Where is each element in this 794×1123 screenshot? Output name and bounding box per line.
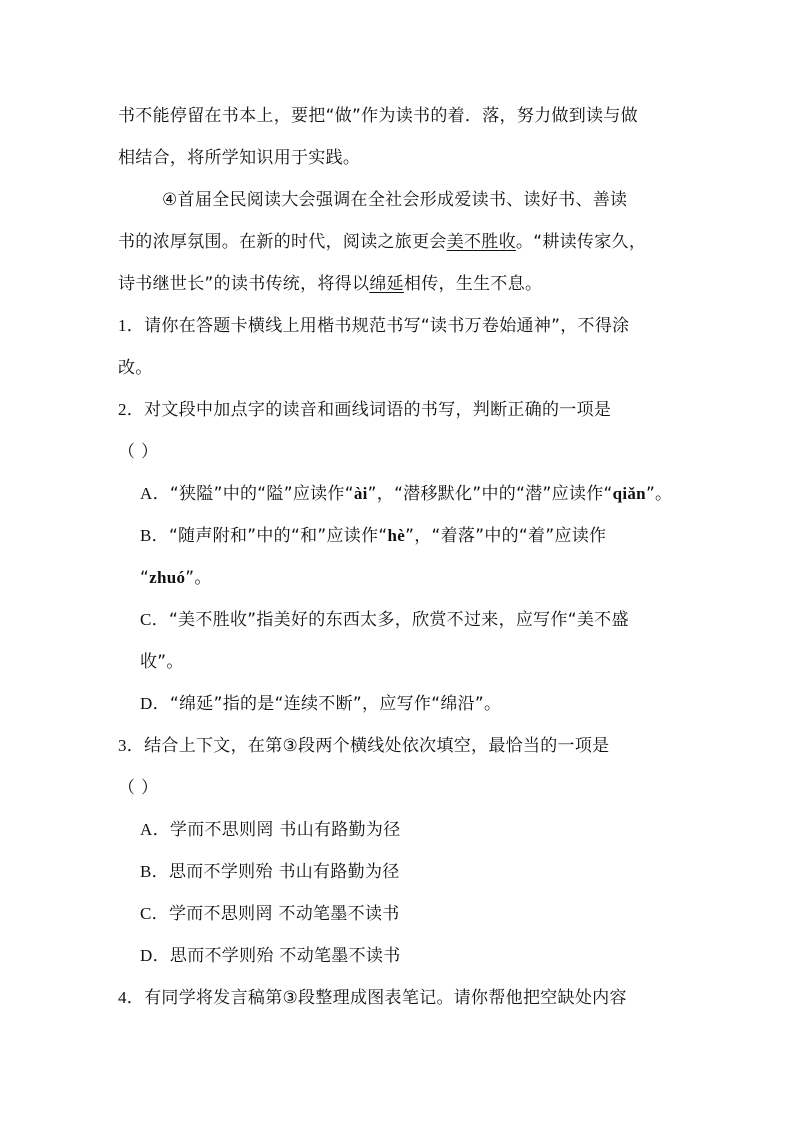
paragraph-4-line-3-text-a: 诗书继世长”的读书传统，将得以 [118, 274, 370, 294]
paragraph-4-line-2-text-b: 。“耕读传家久， [515, 232, 647, 252]
pinyin: hè [387, 526, 406, 545]
option-text: “狭隘”中的“隘”应读作“ [169, 484, 354, 504]
option-label: D． [140, 946, 170, 965]
option-text: “美不胜收”指美好的东西太多，欣赏不过来，应写作“美不盛 [168, 610, 629, 630]
paragraph-4-line-3-text-b: 相传，生生不息。 [403, 274, 543, 294]
paragraph-4-line-3 [118, 272, 542, 296]
question-2-option-d [140, 692, 501, 716]
option-text: “绵延”指的是“连续不断”，应写作“绵沿”。 [169, 694, 502, 714]
question-1-number: 1． [118, 316, 145, 335]
pinyin: zhuó [149, 568, 186, 587]
question-3-option-d [140, 944, 401, 968]
paragraph-4-line-1: ④首届全民阅读大会强调在全社会形成爱读书、读好书、善读 [162, 190, 628, 210]
option-label: A． [140, 820, 170, 839]
question-4-text: 有同学将发言稿第③段整理成图表笔记。请你帮他把空缺处内容 [144, 988, 627, 1008]
option-label: B． [140, 526, 169, 545]
question-2-option-b-line-2 [140, 566, 212, 590]
option-label: C． [140, 610, 169, 629]
option-label: C． [140, 904, 169, 923]
pinyin: ài [353, 484, 368, 503]
question-3-text: 结合上下文，在第③段两个横线处依次填空，最恰当的一项是 [144, 736, 610, 756]
option-text: 思而不学则殆 书山有路勤为径 [168, 862, 400, 882]
question-3-option-c [140, 902, 400, 926]
question-1-line-1 [118, 314, 629, 338]
question-3-option-b [140, 860, 400, 884]
question-4-number: 4． [118, 988, 145, 1007]
question-2-text: 对文段中加点字的读音和画线词语的书写，判断正确的一项是 [144, 400, 612, 420]
question-1-line-2: 改。 [118, 358, 153, 378]
question-2-number: 2． [118, 400, 145, 419]
underlined-word-mianyan: 绵延 [369, 274, 404, 294]
question-3-number: 3． [118, 736, 145, 755]
question-2-option-c-line-2: 收”。 [140, 652, 184, 672]
option-text: ”，“潜移默化”中的“潜”应读作“ [367, 484, 613, 504]
question-2-option-b [140, 524, 606, 548]
option-text: 学而不思则罔 不动笔墨不读书 [168, 904, 400, 924]
pinyin: qiǎn [612, 484, 646, 503]
option-label: A． [140, 484, 170, 503]
paragraph-3-line-2: 相结合，将所学知识用于实践。 [118, 148, 361, 168]
option-text: ”，“着落”中的“着”应读作 [405, 526, 607, 546]
paragraph-4-line-2-text-a: 书的浓厚氛围。在新的时代，阅读之旅更会 [118, 232, 447, 252]
option-text: ”。 [645, 484, 673, 504]
option-text: 思而不学则殆 不动笔墨不读书 [169, 946, 401, 966]
question-3-line-1 [118, 734, 609, 758]
question-4-line-1 [118, 986, 627, 1010]
option-label: B． [140, 862, 169, 881]
question-2-option-c [140, 608, 629, 632]
option-label: D． [140, 694, 170, 713]
paragraph-3-line-1: 书不能停留在书本上，要把“做”作为读书的着．落，努力做到读与做 [118, 106, 638, 126]
question-3-answer-blank: （ ） [118, 778, 159, 798]
question-3-option-a [140, 818, 401, 842]
question-2-line-1 [118, 398, 611, 422]
option-text: “随声附和”中的“和”应读作“ [168, 526, 388, 546]
paragraph-4-line-2 [118, 230, 646, 254]
question-2-option-a [140, 482, 672, 506]
option-text: 学而不思则罔 书山有路勤为径 [169, 820, 401, 840]
question-2-answer-blank: （ ） [118, 442, 159, 462]
question-1-text: 请你在答题卡横线上用楷书规范书写“读书万卷始通神”，不得涂 [144, 316, 630, 336]
underlined-word-meibushengshou: 美不胜收 [446, 232, 516, 252]
option-text: “ [140, 568, 150, 588]
option-text: ”。 [185, 568, 212, 588]
